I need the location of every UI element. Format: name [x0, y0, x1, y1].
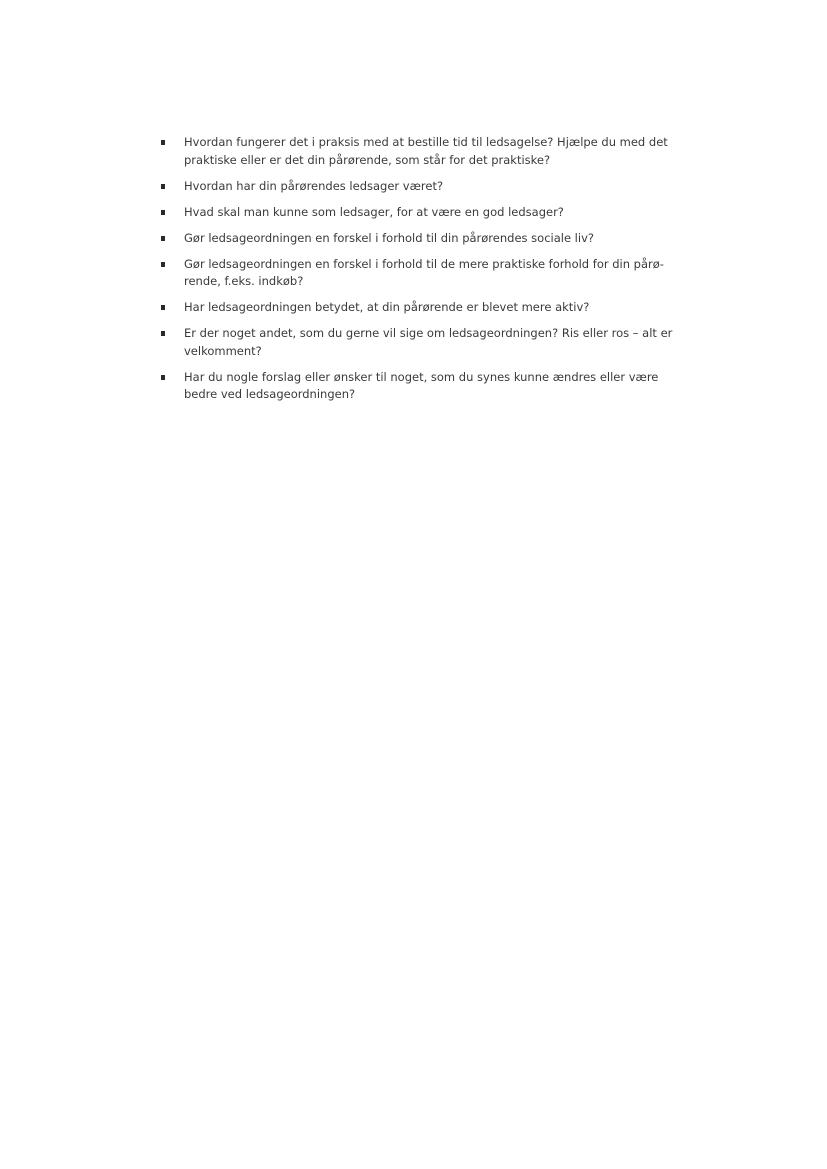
square-bullet-icon	[161, 210, 165, 215]
question-line: velkomment?	[184, 343, 262, 358]
question-line: Er der noget andet, som du gerne vil sige om ledsageordningen? Ris eller ros – alt er	[184, 326, 673, 340]
list-item	[160, 230, 680, 248]
square-bullet-icon	[161, 262, 165, 267]
list-item	[160, 299, 680, 317]
square-bullet-icon	[161, 375, 165, 380]
question-line: Hvordan fungerer det i praksis med at bestille tid til ledsagelse? Hjælpe du med det	[184, 135, 668, 149]
square-bullet-icon	[161, 184, 165, 189]
list-item	[160, 134, 680, 169]
question-list	[160, 134, 680, 412]
list-item	[160, 256, 680, 291]
question-line: Gør ledsageordningen en forskel i forhold til din pårørendes sociale liv?	[184, 230, 594, 245]
list-item	[160, 178, 680, 196]
list-item	[160, 325, 680, 360]
question-line: rende, f.eks. indkøb?	[184, 274, 304, 288]
list-item	[160, 204, 680, 222]
question-line: Gør ledsageordningen en forskel i forhold til de mere praktiske forhold for din pårø-	[184, 256, 664, 271]
square-bullet-icon	[161, 305, 165, 310]
square-bullet-icon	[161, 236, 165, 241]
question-line: bedre ved ledsageordningen?	[184, 387, 356, 401]
question-line: praktiske eller er det din pårørende, som står for det praktiske?	[184, 152, 551, 167]
question-line: Hvordan har din pårørendes ledsager været?	[184, 178, 444, 193]
question-line: Hvad skal man kunne som ledsager, for at være en god ledsager?	[184, 204, 564, 219]
list-item	[160, 369, 680, 404]
square-bullet-icon	[161, 140, 165, 145]
question-line: Har du nogle forslag eller ønsker til noget, som du synes kunne ændres eller være	[184, 369, 659, 384]
question-line: Har ledsageordningen betydet, at din pårørende er blevet mere aktiv?	[184, 300, 590, 314]
square-bullet-icon	[161, 331, 165, 336]
